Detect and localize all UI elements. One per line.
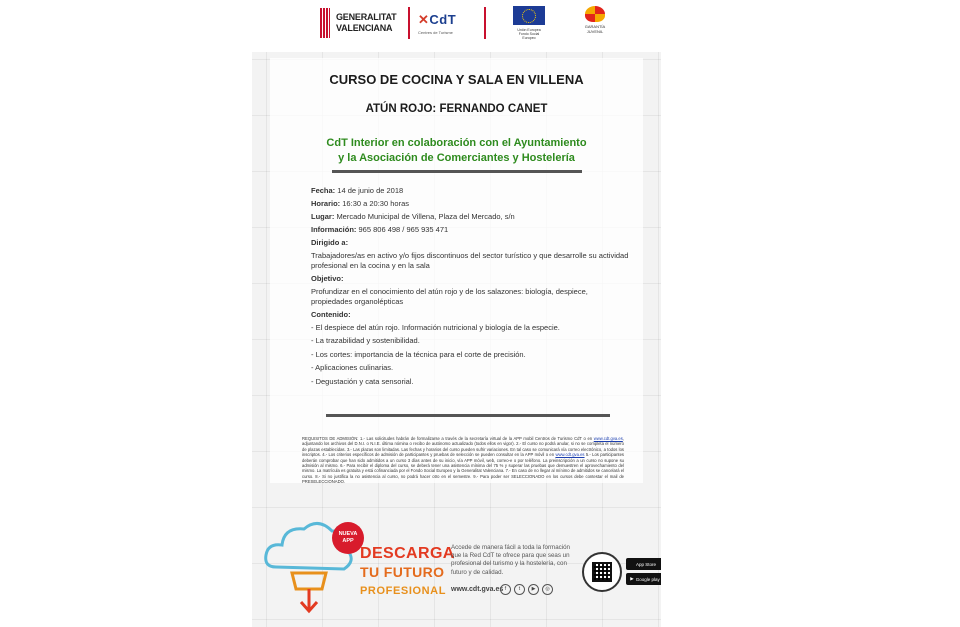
app-store-badge[interactable]: [626, 558, 661, 570]
generalitat-valenciana-logo: [320, 6, 402, 40]
google-play-label: Google play: [635, 576, 660, 582]
objetivo-text: Profundizar en el conocimiento del atún rojo y de los salazones: biología, despiece, propiedades organolépticas: [311, 287, 588, 306]
field-value: 16:30 a 20:30 horas: [342, 199, 409, 208]
badge-line2: APP: [342, 538, 354, 544]
generalitat-line1: GENERALITAT: [336, 12, 397, 22]
slogan-line3: PROFESIONAL: [360, 585, 447, 597]
download-slogan: [360, 544, 455, 601]
facebook-icon[interactable]: f: [500, 584, 511, 595]
admission-requirements: [302, 436, 624, 485]
instagram-icon[interactable]: ◎: [542, 584, 553, 595]
contenido-item: - Degustación y cata sensorial.: [311, 376, 414, 386]
logo-header: [0, 0, 960, 48]
garantia-juvenil-icon: [585, 6, 605, 22]
field-horario: [311, 199, 629, 209]
legal-text: REQUISITOS DE ADMISIÓN: 1.- Las solicitudes habrán de formalizarse a través de la secretaría virtual de la APP mobil Centros de Turismo CdT o en: [302, 436, 594, 441]
field-fecha: [311, 186, 629, 196]
slogan-line2: TU FUTURO: [360, 564, 445, 580]
qr-code-icon: [592, 562, 612, 582]
eu-flag-icon: [513, 6, 545, 25]
legal-text: 5.- Los participantes deberán comprobar que han sido admitidos a un curso 3 días antes de su inicio, vía APP móvil, web, correo-e o por teléfono. La preinscripción a un curso no supone su admisión al mismo. 6.- Para recibir el diploma del curso, se deberá tener una asistencia mínima del 75 % y superar las pruebas que demuestren el aprovechamiento del mismo. La matrícula es gratuita y está cofinanciada por el Fondo Social Europeo y la Generalitat Valenciana. 7.- En caso de no llegar al mínimo de admitidos se cancelará el curso. 8.- Si no justifica la no asistencia al curso, no podrá hacer otro en el semestre. 9.- Para poder ser SELECCIONADO en los cursos debe contestar el mail de PRESELECCIONADO.: [302, 452, 625, 485]
field-value: 965 806 498 / 965 935 471: [358, 225, 449, 234]
course-details: [311, 186, 629, 390]
logo-divider: [408, 7, 410, 39]
social-links: [500, 584, 553, 595]
cdt-logo-caption: Centres de Turisme: [418, 29, 453, 35]
cdt-logo-name: CdT: [429, 11, 457, 27]
garantia-juvenil-logo: [580, 6, 610, 40]
gj-caption-line1: GARANTÍA: [584, 24, 606, 29]
app-store-label: App Store: [635, 561, 656, 567]
logo-divider: [484, 7, 486, 39]
collaboration-text: [252, 136, 661, 166]
objetivo-heading: Objetivo:: [311, 274, 344, 283]
badge-line1: NUEVA: [338, 531, 358, 537]
course-poster: [252, 52, 661, 627]
cdt-logo: ✕CdT Centres de Turisme: [418, 11, 457, 35]
field-lugar: [311, 212, 629, 222]
field-value: Mercado Municipal de Villena, Plaza del Mercado, s/n: [336, 212, 515, 221]
field-label: Fecha:: [311, 186, 336, 195]
field-label: Horario:: [311, 199, 341, 208]
course-subtitle: ATÚN ROJO: FERNANDO CANET: [365, 103, 548, 115]
app-description: Accede de manera fácil a toda la formación que la Red CdT te ofrece para que seas un profesional del turismo y la hostelería, con futuro y de calidad.: [451, 544, 571, 576]
website-url[interactable]: www.cdt.gva.es: [451, 586, 504, 593]
contenido-item: - Aplicaciones culinarias.: [311, 363, 394, 373]
collaboration-line2: y la Asociación de Comerciantes y Hostelería: [338, 152, 575, 164]
eu-caption-line1: Unión Europea: [517, 28, 541, 32]
field-label: Lugar:: [311, 212, 335, 221]
cdt-link[interactable]: www.cdt.gva.es: [593, 436, 623, 441]
contenido-item: - El despiece del atún rojo. Información nutricional y biología de la especie.: [311, 323, 560, 332]
generalitat-line2: VALENCIANA: [336, 23, 393, 33]
google-play-badge[interactable]: [626, 573, 661, 585]
twitter-icon[interactable]: t: [514, 584, 525, 595]
contenido-heading: Contenido:: [311, 310, 351, 319]
field-informacion: [311, 225, 629, 235]
field-value: 14 de junio de 2018: [337, 186, 404, 195]
qr-code: [582, 552, 622, 592]
cdt-link[interactable]: www.cdt.gva.es: [555, 452, 585, 458]
course-title: CURSO DE COCINA Y SALA EN VILLENA: [329, 72, 584, 87]
divider-top: [332, 170, 582, 173]
field-label: Información:: [311, 225, 357, 234]
youtube-icon[interactable]: ▶: [528, 584, 539, 595]
generalitat-emblem-icon: [320, 8, 330, 38]
eu-logo: [512, 6, 546, 40]
contenido-item: - La trazabilidad y sostenibilidad.: [311, 336, 420, 346]
dirigido-text: Trabajadores/as en activo y/o fijos discontinuos del sector turístico y que desarrolle su actividad profesional en la cocina y en la sala: [311, 251, 629, 270]
slogan-line1: DESCARGA: [360, 545, 455, 562]
legal-text: , adjuntando los archivos del D.N.I. o N.I.E. última nómina o recibo de autónomo actualizado (todos ellos en vigor). 2.- El curso no podrá anular, si no se completa el número de plazas establecidas. 3.- Las plazas son limitadas. Las fechas y horarios del curso pueden sufrir variaciones. En tal caso se comunicará vía correo electrónico, a todos los inscriptos. 4.- Los criterios específicos de admisión de participantes y pruebas de selección se pueden consultar en la APP móvil o en: [302, 436, 624, 458]
play-icon: ▶: [630, 576, 634, 581]
contenido-item: - Los cortes: importancia de la técnica para el corte de precisión.: [311, 349, 526, 359]
gj-caption-line2: JUVENIL: [586, 29, 604, 34]
collaboration-line1: CdT Interior en colaboración con el Ayuntamiento: [326, 137, 587, 149]
eu-caption-line2: Fondo Social Europeo: [518, 32, 540, 40]
dirigido-heading: Dirigido a:: [311, 238, 349, 247]
divider-bottom: [326, 414, 610, 417]
